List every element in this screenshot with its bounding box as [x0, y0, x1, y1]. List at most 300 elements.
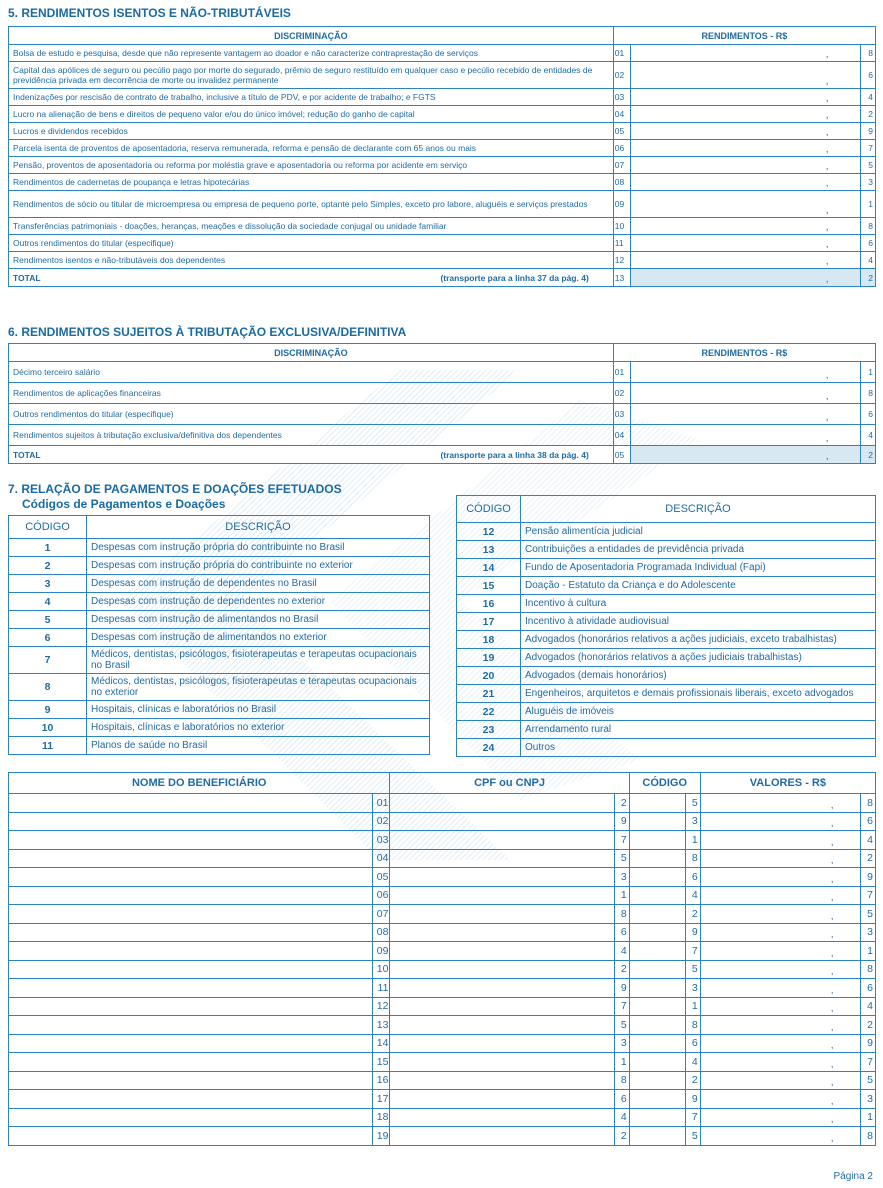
sec6-row-value-field[interactable] — [630, 362, 860, 383]
beneficiary-row — [9, 1127, 876, 1146]
beneficiary-row — [9, 849, 876, 868]
decimal-comma: , — [830, 966, 834, 977]
sec5-row-value-field[interactable] — [630, 123, 860, 140]
beneficiary-code-field[interactable] — [629, 831, 685, 850]
beneficiary-row — [9, 1053, 876, 1072]
beneficiary-value-field[interactable] — [700, 997, 860, 1016]
code-number: 1 — [9, 539, 87, 557]
code-row — [9, 611, 430, 629]
sec5-row — [9, 218, 876, 235]
decimal-comma: , — [830, 1021, 834, 1033]
code-check-digit: 7 — [685, 942, 700, 961]
beneficiary-name-field[interactable] — [9, 1071, 373, 1090]
code-row — [457, 649, 876, 667]
cpf-check-digit: 3 — [614, 1034, 629, 1053]
code-description: Advogados (honorários relativos a ações judiciais, exceto trabalhistas) — [521, 631, 876, 649]
code-check-digit: 6 — [685, 868, 700, 887]
sec6-row-number: 03 — [613, 404, 630, 425]
value-check-digit: 5 — [860, 1071, 875, 1090]
code-description: Hospitais, clínicas e laboratórios no exterior — [87, 719, 430, 737]
cpf-check-digit: 9 — [614, 812, 629, 831]
beneficiary-value-field[interactable] — [700, 886, 860, 905]
sec6-total-number: 05 — [613, 446, 630, 464]
sec5-total-check-digit: 2 — [861, 269, 876, 287]
cpf-check-digit: 9 — [614, 979, 629, 998]
code-row — [9, 701, 430, 719]
beneficiary-row — [9, 1108, 876, 1127]
beneficiary-cpf-field[interactable] — [390, 979, 614, 998]
beneficiary-cpf-field[interactable] — [390, 942, 614, 961]
beneficiary-row — [9, 1071, 876, 1090]
sec6-col-desc: DISCRIMINAÇÃO — [9, 344, 614, 362]
beneficiary-row-number: 16 — [373, 1071, 390, 1090]
beneficiary-row — [9, 923, 876, 942]
sec5-row-value-field[interactable] — [630, 191, 860, 218]
decimal-comma: , — [825, 274, 829, 285]
sec6-row-desc: Outros rendimentos do titular (especifique) — [9, 404, 614, 425]
value-check-digit: 1 — [860, 1108, 875, 1127]
sec5-row-desc: Rendimentos isentos e não-tributáveis dos dependentes — [9, 252, 614, 269]
code-row — [9, 737, 430, 755]
code-description: Despesas com instrução de alimentandos no exterior — [87, 629, 430, 647]
code-description: Outros — [521, 739, 876, 757]
sec5-row-value-field[interactable] — [630, 62, 860, 89]
code-description: Pensão alimentícia judicial — [521, 523, 876, 541]
code-number: 15 — [457, 577, 521, 595]
sec5-row-number: 11 — [613, 235, 630, 252]
beneficiary-row-number: 05 — [373, 868, 390, 887]
sec6-row-value-field[interactable] — [630, 383, 860, 404]
code-number: 12 — [457, 523, 521, 541]
beneficiary-value-field[interactable] — [700, 1090, 860, 1109]
sec6-row-number: 04 — [613, 425, 630, 446]
sec5-row-desc: Rendimentos de sócio ou titular de microempresa ou empresa de pequeno porte, optante pelo Simples, exceto pro labore, aluguéis e serviços prestados — [9, 191, 614, 218]
sec5-row-check-digit: 4 — [861, 89, 876, 106]
beneficiary-name-field[interactable] — [9, 1053, 373, 1072]
beneficiary-code-field[interactable] — [629, 794, 685, 813]
code-description: Fundo de Aposentadoria Programada Individual (Fapi) — [521, 559, 876, 577]
code-row — [457, 739, 876, 757]
sec5-row-value-field[interactable] — [630, 140, 860, 157]
sec6-row-desc: Rendimentos de aplicações financeiras — [9, 383, 614, 404]
sec6-row-desc: Rendimentos sujeitos à tributação exclusiva/definitiva dos dependentes — [9, 425, 614, 446]
beneficiary-code-field[interactable] — [629, 997, 685, 1016]
code-row — [9, 575, 430, 593]
code-row — [457, 595, 876, 613]
beneficiary-name-field[interactable] — [9, 812, 373, 831]
beneficiary-value-field[interactable] — [700, 794, 860, 813]
code-check-digit: 9 — [685, 1090, 700, 1109]
beneficiary-cpf-field[interactable] — [390, 794, 614, 813]
value-check-digit: 9 — [860, 868, 875, 887]
code-description: Engenheiros, arquitetos e demais profissionais liberais, exceto advogados — [521, 685, 876, 703]
decimal-comma: , — [825, 144, 829, 155]
code-description: Despesas com instrução de dependentes no exterior — [87, 593, 430, 611]
code-description: Aluguéis de imóveis — [521, 703, 876, 721]
sec5-row-desc: Indenizações por rescisão de contrato de trabalho, inclusive a título de PDV, e por acidente de trabalho; e FGTS — [9, 89, 614, 106]
decimal-comma: , — [825, 370, 829, 381]
decimal-comma: , — [825, 76, 829, 87]
cpf-check-digit: 2 — [614, 960, 629, 979]
beneficiary-name-field[interactable] — [9, 886, 373, 905]
code-row — [9, 539, 430, 557]
beneficiary-code-field[interactable] — [629, 942, 685, 961]
sec6-total-cell — [9, 446, 614, 464]
decimal-comma: , — [825, 256, 829, 267]
beneficiary-cpf-field[interactable] — [390, 1016, 614, 1035]
beneficiary-name-field[interactable] — [9, 923, 373, 942]
decimal-comma: , — [825, 161, 829, 172]
code-description: Contribuições a entidades de previdência privada — [521, 541, 876, 559]
code-number: 9 — [9, 701, 87, 719]
value-check-digit: 9 — [860, 1034, 875, 1053]
sec5-row-desc: Bolsa de estudo e pesquisa, desde que não represente vantagem ao doador e não caracterize contraprestação de serviços — [9, 45, 614, 62]
decimal-comma: , — [825, 391, 829, 402]
section-6-table — [8, 343, 876, 464]
sec6-col-val: RENDIMENTOS - R$ — [613, 344, 875, 362]
decimal-comma: , — [830, 892, 834, 903]
sec6-row — [9, 362, 876, 383]
sec5-row — [9, 235, 876, 252]
sec5-row-number: 03 — [613, 89, 630, 106]
sec5-row-check-digit: 8 — [861, 218, 876, 235]
code-number: 6 — [9, 629, 87, 647]
code-row — [9, 719, 430, 737]
code-number: 16 — [457, 595, 521, 613]
code-row — [9, 593, 430, 611]
beneficiary-code-field[interactable] — [629, 868, 685, 887]
beneficiary-cpf-field[interactable] — [390, 905, 614, 924]
sec5-row-value-field[interactable] — [630, 235, 860, 252]
beneficiary-row-number: 01 — [373, 794, 390, 813]
decimal-comma: , — [825, 205, 829, 216]
sec5-row-check-digit: 8 — [861, 45, 876, 62]
beneficiary-code-field[interactable] — [629, 886, 685, 905]
code-number: 10 — [9, 719, 87, 737]
cpf-check-digit: 8 — [614, 1071, 629, 1090]
code-check-digit: 5 — [685, 1127, 700, 1146]
sec5-total-cell — [9, 269, 614, 287]
sec5-row — [9, 89, 876, 106]
beneficiary-name-field[interactable] — [9, 1090, 373, 1109]
beneficiary-row-number: 06 — [373, 886, 390, 905]
sec5-row-check-digit: 5 — [861, 157, 876, 174]
sec5-row-number: 12 — [613, 252, 630, 269]
beneficiary-cpf-field[interactable] — [390, 960, 614, 979]
beneficiary-name-field[interactable] — [9, 979, 373, 998]
beneficiary-cpf-field[interactable] — [390, 1034, 614, 1053]
beneficiary-value-field[interactable] — [700, 1127, 860, 1146]
code-check-digit: 4 — [685, 886, 700, 905]
sec6-row-number: 02 — [613, 383, 630, 404]
beneficiary-name-field[interactable] — [9, 905, 373, 924]
beneficiary-value-field[interactable] — [700, 1071, 860, 1090]
beneficiary-row — [9, 868, 876, 887]
beneficiary-row-number: 19 — [373, 1127, 390, 1146]
cpf-check-digit: 2 — [614, 794, 629, 813]
code-row — [457, 685, 876, 703]
section-7-title: 7. RELAÇÃO DE PAGAMENTOS E DOAÇÕES EFETUADOS — [8, 482, 342, 496]
code-row — [9, 629, 430, 647]
beneficiary-name-field[interactable] — [9, 1127, 373, 1146]
decimal-comma: , — [830, 1040, 834, 1051]
value-check-digit: 8 — [860, 794, 875, 813]
code-number: 3 — [9, 575, 87, 593]
decimal-comma: , — [825, 178, 829, 189]
decimal-comma: , — [825, 451, 829, 462]
sec5-row-number: 02 — [613, 62, 630, 89]
beneficiary-row — [9, 886, 876, 905]
section-5-table — [8, 26, 876, 287]
code-number: 8 — [9, 674, 87, 701]
cpf-check-digit: 1 — [614, 1053, 629, 1072]
code-check-digit: 5 — [685, 794, 700, 813]
code-description: Doação - Estatuto da Criança e do Adolescente — [521, 577, 876, 595]
beneficiary-name-field[interactable] — [9, 1108, 373, 1127]
sec5-row-number: 07 — [613, 157, 630, 174]
beneficiary-row — [9, 979, 876, 998]
beneficiary-name-field[interactable] — [9, 1034, 373, 1053]
code-number: 11 — [9, 737, 87, 755]
decimal-comma: , — [830, 1058, 834, 1070]
code-number: 14 — [457, 559, 521, 577]
beneficiary-value-field[interactable] — [700, 1108, 860, 1127]
code-number: 2 — [9, 557, 87, 575]
beneficiary-code-field[interactable] — [629, 1016, 685, 1035]
beneficiary-code-field[interactable] — [629, 960, 685, 979]
beneficiary-name-field[interactable] — [9, 794, 373, 813]
beneficiary-cpf-field[interactable] — [390, 1090, 614, 1109]
beneficiary-cpf-field[interactable] — [390, 831, 614, 850]
beneficiary-cpf-field[interactable] — [390, 868, 614, 887]
code-row — [457, 667, 876, 685]
beneficiary-code-field[interactable] — [629, 923, 685, 942]
sec5-row-value-field[interactable] — [630, 252, 860, 269]
beneficiary-value-field[interactable] — [700, 812, 860, 831]
sec6-row-desc: Décimo terceiro salário — [9, 362, 614, 383]
cpf-check-digit: 1 — [614, 886, 629, 905]
decimal-comma: , — [825, 412, 829, 423]
sec5-total-label: TOTAL — [13, 272, 41, 283]
code-row — [9, 557, 430, 575]
beneficiary-name-field[interactable] — [9, 1016, 373, 1035]
beneficiary-row — [9, 997, 876, 1016]
sec5-row-value-field[interactable] — [630, 174, 860, 191]
beneficiary-cpf-field[interactable] — [390, 923, 614, 942]
beneficiary-value-field[interactable] — [700, 868, 860, 887]
decimal-comma: , — [830, 929, 834, 940]
sec5-row-value-field[interactable] — [630, 218, 860, 235]
sec6-total-value-field[interactable] — [630, 446, 860, 464]
code-row — [9, 647, 430, 674]
cpf-check-digit: 2 — [614, 1127, 629, 1146]
cpf-check-digit: 5 — [614, 1016, 629, 1035]
beneficiary-value-field[interactable] — [700, 960, 860, 979]
sec5-row-value-field[interactable] — [630, 89, 860, 106]
beneficiary-cpf-field[interactable] — [390, 812, 614, 831]
sec6-row-value-field[interactable] — [630, 425, 860, 446]
beneficiary-code-field[interactable] — [629, 1090, 685, 1109]
code-description: Incentivo à atividade audiovisual — [521, 613, 876, 631]
code-check-digit: 3 — [685, 979, 700, 998]
beneficiary-cpf-field[interactable] — [390, 1108, 614, 1127]
beneficiary-cpf-field[interactable] — [390, 886, 614, 905]
beneficiary-cpf-field[interactable] — [390, 997, 614, 1016]
beneficiary-row-number: 10 — [373, 960, 390, 979]
code-row — [457, 541, 876, 559]
decimal-comma: , — [825, 127, 829, 138]
decimal-comma: , — [825, 222, 829, 233]
beneficiary-code-field[interactable] — [629, 849, 685, 868]
code-description: Despesas com instrução própria do contribuinte no Brasil — [87, 539, 430, 557]
decimal-comma: , — [825, 49, 829, 60]
beneficiary-code-field[interactable] — [629, 812, 685, 831]
code-number: 20 — [457, 667, 521, 685]
beneficiary-code-field[interactable] — [629, 979, 685, 998]
beneficiary-value-field[interactable] — [700, 1034, 860, 1053]
decimal-comma: , — [830, 984, 834, 996]
cpf-check-digit: 5 — [614, 849, 629, 868]
beneficiary-row-number: 11 — [373, 979, 390, 998]
beneficiary-value-field[interactable] — [700, 942, 860, 961]
beneficiary-name-field[interactable] — [9, 868, 373, 887]
beneficiary-value-field[interactable] — [700, 849, 860, 868]
code-row — [457, 703, 876, 721]
code-number: 22 — [457, 703, 521, 721]
sec5-total-value-field[interactable] — [630, 269, 860, 287]
decimal-comma: , — [830, 1077, 834, 1088]
sec5-total-note: (transporte para a linha 37 da pág. 4) — [440, 272, 589, 283]
cpf-check-digit: 8 — [614, 905, 629, 924]
beneficiary-row-number: 13 — [373, 1016, 390, 1035]
code-check-digit: 9 — [685, 923, 700, 942]
beneficiary-cpf-field[interactable] — [390, 849, 614, 868]
code-row — [457, 577, 876, 595]
beneficiary-name-field[interactable] — [9, 997, 373, 1016]
sec5-row — [9, 123, 876, 140]
beneficiary-row-number: 03 — [373, 831, 390, 850]
code-description: Despesas com instrução de dependentes no Brasil — [87, 575, 430, 593]
sec5-row-number: 09 — [613, 191, 630, 218]
beneficiary-code-field[interactable] — [629, 1108, 685, 1127]
code-number: 24 — [457, 739, 521, 757]
sec5-row-value-field[interactable] — [630, 106, 860, 123]
cpf-check-digit: 7 — [614, 831, 629, 850]
sec6-total-row — [9, 446, 876, 464]
sec5-row-number: 04 — [613, 106, 630, 123]
beneficiary-code-field[interactable] — [629, 1071, 685, 1090]
beneficiary-cpf-field[interactable] — [390, 1071, 614, 1090]
code-description: Incentivo à cultura — [521, 595, 876, 613]
beneficiary-value-field[interactable] — [700, 979, 860, 998]
code-check-digit: 6 — [685, 1034, 700, 1053]
code-row — [457, 631, 876, 649]
code-description: Hospitais, clínicas e laboratórios no Brasil — [87, 701, 430, 719]
code-check-digit: 7 — [685, 1108, 700, 1127]
code-row — [457, 559, 876, 577]
code-number: 5 — [9, 611, 87, 629]
sec5-total-number: 13 — [613, 269, 630, 287]
beneficiary-row — [9, 1090, 876, 1109]
beneficiary-value-field[interactable] — [700, 1016, 860, 1035]
beneficiary-row — [9, 905, 876, 924]
sec6-row-value-field[interactable] — [630, 404, 860, 425]
code-check-digit: 8 — [685, 849, 700, 868]
benef-col-cpf: CPF ou CNPJ — [390, 773, 629, 794]
beneficiary-cpf-field[interactable] — [390, 1127, 614, 1146]
beneficiary-code-field[interactable] — [629, 1053, 685, 1072]
sec6-row — [9, 425, 876, 446]
beneficiary-value-field[interactable] — [700, 923, 860, 942]
code-row — [457, 523, 876, 541]
beneficiary-value-field[interactable] — [700, 1053, 860, 1072]
code-row — [457, 721, 876, 739]
beneficiary-name-field[interactable] — [9, 960, 373, 979]
beneficiary-name-field[interactable] — [9, 831, 373, 850]
decimal-comma: , — [830, 1095, 834, 1107]
beneficiary-row-number: 15 — [373, 1053, 390, 1072]
beneficiary-cpf-field[interactable] — [390, 1053, 614, 1072]
beneficiary-code-field[interactable] — [629, 1034, 685, 1053]
beneficiary-name-field[interactable] — [9, 942, 373, 961]
beneficiary-value-field[interactable] — [700, 905, 860, 924]
cpf-check-digit: 6 — [614, 1090, 629, 1109]
sec6-row-check-digit: 6 — [861, 404, 876, 425]
sec5-row-number: 10 — [613, 218, 630, 235]
cpf-check-digit: 4 — [614, 1108, 629, 1127]
sec5-row-value-field[interactable] — [630, 45, 860, 62]
beneficiary-row-number: 09 — [373, 942, 390, 961]
beneficiary-code-field[interactable] — [629, 905, 685, 924]
code-number: 19 — [457, 649, 521, 667]
code-description: Advogados (demais honorários) — [521, 667, 876, 685]
codes-right-col-desc: DESCRIÇÃO — [521, 496, 876, 523]
code-number: 13 — [457, 541, 521, 559]
decimal-comma: , — [830, 855, 834, 866]
sec5-row-number: 08 — [613, 174, 630, 191]
code-check-digit: 3 — [685, 812, 700, 831]
beneficiary-value-field[interactable] — [700, 831, 860, 850]
sec5-row — [9, 174, 876, 191]
sec5-row-value-field[interactable] — [630, 157, 860, 174]
beneficiary-name-field[interactable] — [9, 849, 373, 868]
beneficiary-row-number: 17 — [373, 1090, 390, 1109]
cpf-check-digit: 3 — [614, 868, 629, 887]
sec5-row-check-digit: 2 — [861, 106, 876, 123]
value-check-digit: 1 — [860, 942, 875, 961]
beneficiary-row — [9, 1016, 876, 1035]
beneficiary-table — [8, 772, 876, 1146]
decimal-comma: , — [830, 873, 834, 885]
sec5-row — [9, 252, 876, 269]
decimal-comma: , — [825, 93, 829, 104]
beneficiary-row-number: 14 — [373, 1034, 390, 1053]
sec5-row-check-digit: 9 — [861, 123, 876, 140]
sec5-row — [9, 140, 876, 157]
sec6-total-check-digit: 2 — [861, 446, 876, 464]
cpf-check-digit: 6 — [614, 923, 629, 942]
beneficiary-row — [9, 1034, 876, 1053]
beneficiary-row — [9, 831, 876, 850]
value-check-digit: 3 — [860, 923, 875, 942]
sec5-row-desc: Transferências patrimoniais - doações, heranças, meações e dissolução da sociedade conjugal ou unidade familiar — [9, 218, 614, 235]
code-number: 23 — [457, 721, 521, 739]
value-check-digit: 4 — [860, 831, 875, 850]
code-number: 18 — [457, 631, 521, 649]
beneficiary-code-field[interactable] — [629, 1127, 685, 1146]
code-check-digit: 1 — [685, 997, 700, 1016]
sec5-row-desc: Lucros e dividendos recebidos — [9, 123, 614, 140]
